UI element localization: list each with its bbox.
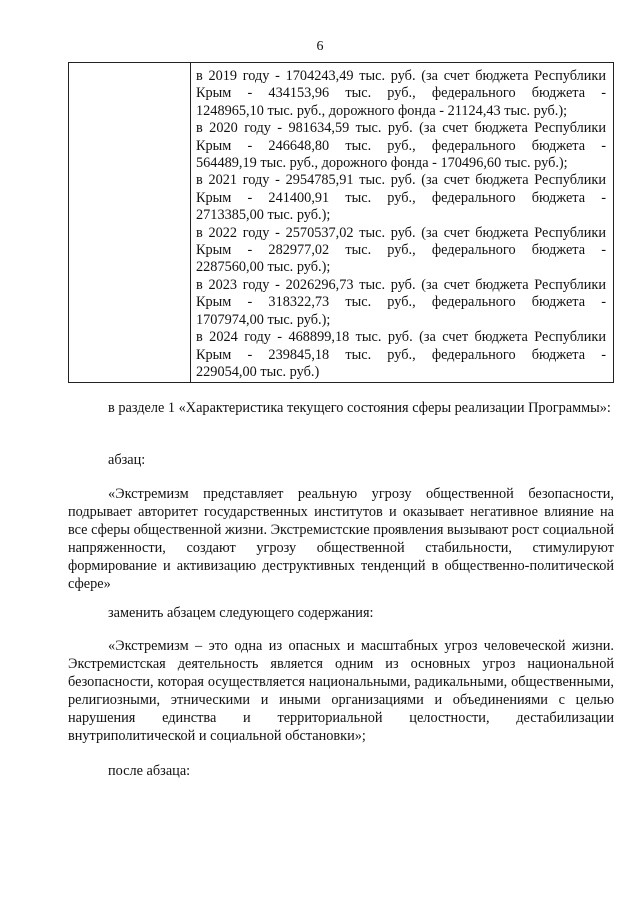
table-line: Крым - 241400,91 тыс. руб., федерального бюджета - [196, 189, 606, 206]
section-reference: в разделе 1 «Характеристика текущего состояния сферы реализации Программы»: [108, 400, 611, 416]
table-line: 1707974,00 тыс. руб.); [196, 311, 331, 328]
after-paragraph-label: после абзаца: [108, 763, 191, 779]
table-line: 2713385,00 тыс. руб.); [196, 207, 331, 224]
table-line: в 2019 году - 1704243,49 тыс. руб. (за счет бюджета Республики [196, 68, 606, 84]
table-line: в 2024 году - 468899,18 тыс. руб. (за счет бюджета Республики [196, 329, 606, 346]
paragraph-label: абзац: [108, 452, 146, 468]
table-line: Крым - 318322,73 тыс. руб., федерального бюджета - [196, 294, 606, 311]
table-line: 564489,19 тыс. руб., дорожного фонда - 170496,60 тыс. руб.); [196, 155, 568, 172]
table-line: Крым - 282977,02 тыс. руб., федерального бюджета - [196, 242, 606, 259]
page-number: 6 [316, 39, 324, 54]
table-line: в 2021 году - 2954785,91 тыс. руб. (за счет бюджета Республики [196, 172, 606, 189]
table-left-cell [69, 63, 191, 382]
table-line: в 2023 году - 2026296,73 тыс. руб. (за счет бюджета Республики [196, 276, 606, 293]
table-line: Крым - 246648,80 тыс. руб., федерального бюджета - [196, 137, 606, 154]
table-line: в 2022 году - 2570537,02 тыс. руб. (за счет бюджета Республики [196, 224, 606, 241]
table-line: 2287560,00 тыс. руб.); [196, 259, 331, 276]
old-paragraph-quote: «Экстремизм представляет реальную угрозу общественной безопасности, подрывает авторитет государственных институтов и оказывает негативное влияние на все сферы общественной жизни. Экстремистские проявления вызывают рост социальной напряженности, создают угрозу общественной стабильности, стимулируют формирование и активизацию деструктивных тенденций в общественно-политической сфере» [68, 486, 614, 592]
replace-instruction: заменить абзацем следующего содержания: [108, 605, 374, 621]
table-line: 1248965,10 тыс. руб., дорожного фонда - 21124,43 тыс. руб.); [196, 102, 568, 119]
table-line: Крым - 239845,18 тыс. руб., федерального бюджета - [196, 346, 606, 363]
table-right-cell [191, 63, 613, 382]
table-line: в 2020 году - 981634,59 тыс. руб. (за счет бюджета Республики [196, 120, 606, 137]
funding-table [68, 62, 614, 383]
table-line: 229054,00 тыс. руб.) [196, 363, 320, 380]
new-paragraph-quote: «Экстремизм – это одна из опасных и масштабных угроз человеческой жизни. Экстремистская деятельность является одним из основных угроз национальной безопасности, которая осуществляется национальными, радикальными, общественными, религиозными, этническими и иными организациями и объединениями с целью нарушения единства и территориальной целостности, дестабилизации внутриполитической и социальной обстановки»; [68, 638, 614, 744]
table-line: Крым - 434153,96 тыс. руб., федерального бюджета - [196, 85, 606, 102]
